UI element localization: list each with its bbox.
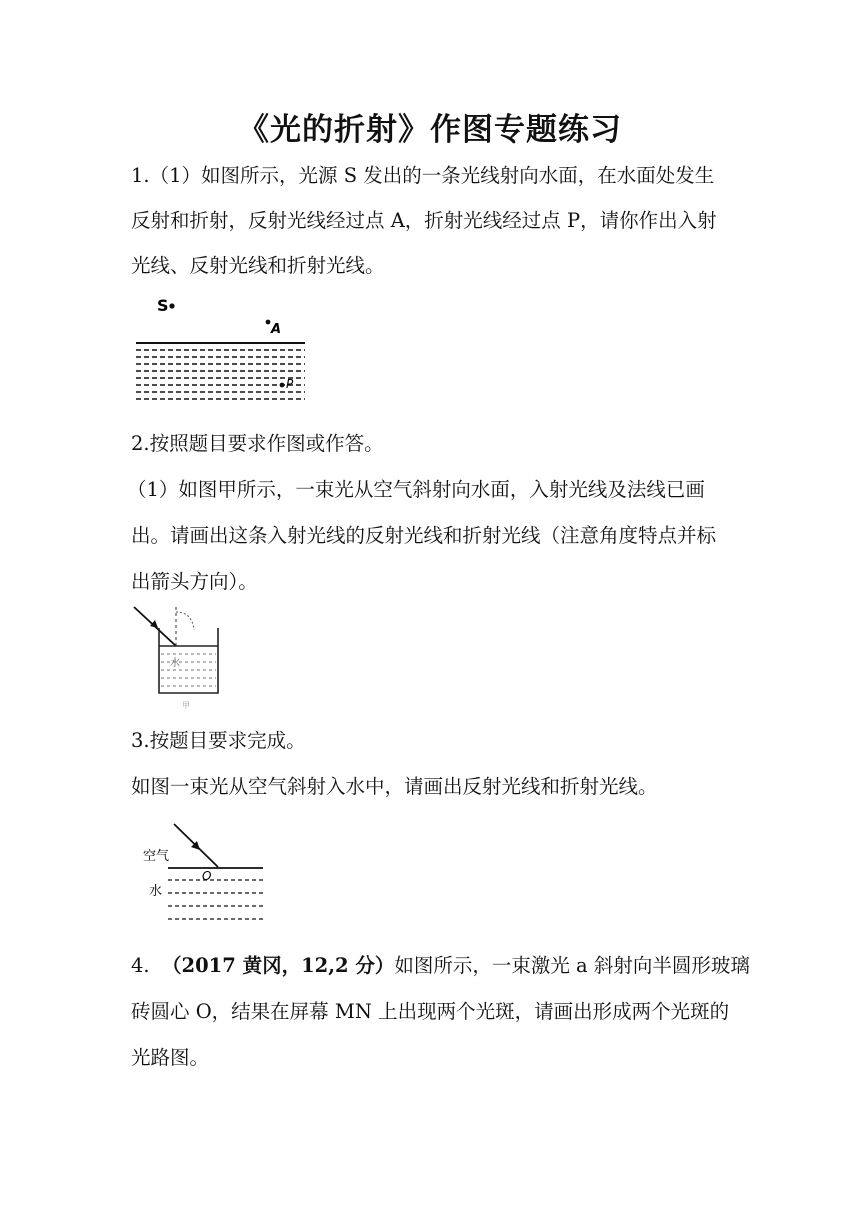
q3-figure (140, 820, 270, 928)
q2-line-2: 出。请画出这条入射光线的反射光线和折射光线（注意角度特点并标 (131, 524, 717, 547)
q4-line-3: 光路图。 (131, 1046, 210, 1069)
q4-line-1 (131, 950, 750, 978)
page-title: 《光的折射》作图专题练习 (238, 112, 622, 148)
q1-water-hatching (136, 350, 305, 399)
q1-label-p: P (286, 377, 294, 391)
q1-line-2: 反射和折射，反射光线经过点 A，折射光线经过点 P，请你作出入射 (131, 209, 717, 232)
q2-heading: 2.按照题目要求作图或作答。 (131, 432, 384, 455)
q3-heading: 3.按题目要求完成。 (131, 729, 306, 752)
q1-point-p (280, 383, 285, 388)
q3-line-1: 如图一束光从空气斜射入水中，请画出反射光线和折射光线。 (131, 775, 658, 798)
q2-figure (130, 600, 240, 712)
q2-line-3: 出箭头方向）。 (131, 570, 258, 593)
q2-line-1: （1）如图甲所示，一束光从空气斜射向水面，入射光线及法线已画 (127, 478, 705, 501)
q3-label-air: 空气 (143, 849, 170, 864)
q3-water-hatching (168, 880, 263, 919)
q2-caption: 甲 (182, 701, 190, 710)
q4-source: （2017 黄冈，12,2 分） (162, 954, 395, 977)
q1-label-s: S (157, 296, 169, 315)
q4-line-2: 砖圆心 O，结果在屏幕 MN 上出现两个光斑，请画出形成两个光斑的 (131, 1000, 730, 1023)
q4-line-1-text: 如图所示，一束激光 a 斜射向半圆形玻璃 (394, 954, 750, 977)
q1-line-3: 光线、反射光线和折射光线。 (131, 254, 385, 277)
q3-label-o: O (202, 869, 212, 883)
q1-point-a (266, 320, 271, 325)
q4-number: 4. (131, 954, 150, 977)
q2-label-water: 水 (170, 658, 180, 669)
q3-label-water: 水 (149, 884, 163, 899)
q1-figure (130, 292, 315, 404)
q1-point-s (169, 303, 174, 308)
q1-line-1: 1.（1）如图所示，光源 S 发出的一条光线射向水面，在水面处发生 (131, 164, 715, 187)
q2-angle-arc (176, 612, 194, 630)
q1-label-a: A (271, 322, 282, 337)
